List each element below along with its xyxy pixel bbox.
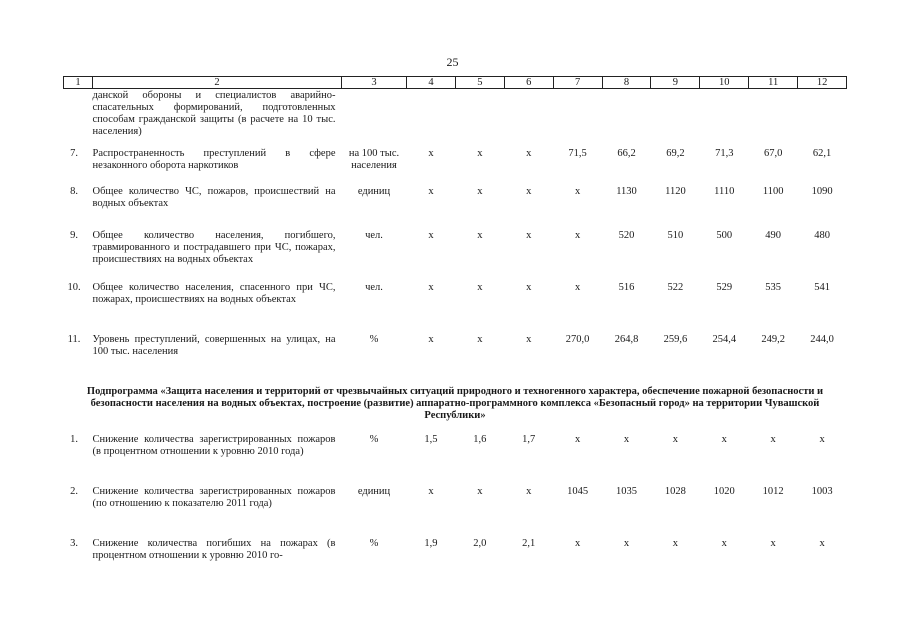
row-unit: % xyxy=(369,334,379,345)
row-value: х xyxy=(526,148,532,159)
row-description: Снижение количества зарегистрированных пожаров (в процентном отношении к уровню 2010 года) xyxy=(92,434,336,457)
row-number: 8. xyxy=(70,186,78,197)
row-value: х xyxy=(574,230,581,241)
row-value: х xyxy=(526,486,532,497)
row-value: 249,2 xyxy=(761,334,785,345)
column-header: 2 xyxy=(93,77,342,89)
row-value: х xyxy=(428,148,434,159)
table-row xyxy=(64,282,847,334)
row-value: 1,5 xyxy=(424,434,438,445)
row-value: х xyxy=(623,434,630,445)
row-value: 259,6 xyxy=(663,334,688,345)
row-number: 7. xyxy=(70,148,78,159)
row-number: 2. xyxy=(70,486,78,497)
row-description: Общее количество ЧС, пожаров, происшествий на водных объектах xyxy=(92,186,336,209)
table-row xyxy=(64,334,847,374)
row-unit: % xyxy=(369,434,379,445)
table-row xyxy=(64,186,847,230)
row-value: х xyxy=(477,282,483,293)
row-value: 1130 xyxy=(616,186,637,197)
row-value: х xyxy=(574,434,581,445)
row-value: 67,0 xyxy=(763,148,783,159)
table-row xyxy=(64,538,847,568)
row-value: х xyxy=(477,486,483,497)
row-value: 541 xyxy=(814,282,830,293)
row-value: 516 xyxy=(618,282,635,293)
row-value: х xyxy=(672,434,679,445)
row-value: 500 xyxy=(716,230,733,241)
column-header: 11 xyxy=(749,77,798,89)
row-value: 71,3 xyxy=(715,148,734,159)
row-number: 3. xyxy=(70,538,78,549)
row-value: х xyxy=(526,334,532,345)
row-value: х xyxy=(721,538,727,549)
row-value: х xyxy=(770,538,776,549)
row-description: Распространенность преступлений в сфере незаконного оборота наркотиков xyxy=(92,148,336,171)
row-value: 510 xyxy=(667,230,684,241)
row-value: 2,1 xyxy=(522,538,536,549)
column-header: 8 xyxy=(602,77,651,89)
row-value: 254,4 xyxy=(712,334,737,345)
row-value: х xyxy=(428,282,434,293)
row-unit: на 100 тыс. населения xyxy=(348,148,400,171)
row-number: 1. xyxy=(70,434,78,445)
row-value: 1110 xyxy=(714,186,735,197)
row-value: 62,1 xyxy=(812,148,832,159)
row-description: Уровень преступлений, совершенных на улицах, на 100 тыс. населения xyxy=(92,334,336,357)
row-value: х xyxy=(477,230,483,241)
column-header: 12 xyxy=(798,77,847,89)
page-number: 25 xyxy=(446,55,459,69)
row-unit: единиц xyxy=(357,486,391,497)
row-description: Общее количество населения, спасенного при ЧС, пожарах, происшествиях на водных объектах xyxy=(92,282,336,305)
row-value: х xyxy=(526,230,532,241)
table-row xyxy=(64,486,847,538)
row-value: 1012 xyxy=(762,486,784,497)
row-value: 1003 xyxy=(811,486,833,497)
column-header: 5 xyxy=(455,77,504,89)
row-value: 66,2 xyxy=(617,148,636,159)
column-header: 1 xyxy=(64,77,93,89)
row-value: х xyxy=(574,538,581,549)
row-description: Общее количество населения, погибшего, травмированного и пострадавшего при ЧС, пожарах, происшествиях на водных объектах xyxy=(92,230,336,265)
table-row xyxy=(64,230,847,282)
row-number: 10. xyxy=(67,282,81,293)
row-number: 9. xyxy=(70,230,78,241)
row-value: 244,0 xyxy=(810,334,834,345)
row-value: х xyxy=(428,486,434,497)
column-header: 7 xyxy=(553,77,602,89)
row-value: х xyxy=(428,186,434,197)
row-unit: чел. xyxy=(365,282,383,293)
row-value: х xyxy=(574,186,581,197)
row-value: 69,2 xyxy=(666,148,685,159)
subprogram-title: Подпрограмма «Защита населения и территорий от чрезвычайных ситуаций природного и техногенного характера, обеспечение пожарной безопасности и безопасности населения на водных объектах, построение (развитие) аппаратно-программного комплекса «Безопасный город» на территории Чувашской Республики» xyxy=(86,386,824,421)
row-value: х xyxy=(526,282,532,293)
row-value: х xyxy=(526,186,532,197)
row-unit: % xyxy=(369,538,379,549)
row-value: 270,0 xyxy=(565,334,590,345)
row-value: 490 xyxy=(765,230,782,241)
table-row xyxy=(64,434,847,486)
row-number: 11. xyxy=(67,334,81,345)
row-value: 1028 xyxy=(664,486,686,497)
row-value: 1020 xyxy=(713,486,735,497)
row-unit: единиц xyxy=(357,186,391,197)
row-value: х xyxy=(819,434,825,445)
row-value: 1,6 xyxy=(473,434,487,445)
row-value: 535 xyxy=(765,282,782,293)
row-value: 1,7 xyxy=(522,434,536,445)
indicators-table xyxy=(63,76,847,568)
continuation-text: данской обороны и специалистов аварийно-спасательных формирований, подготовленных способам гражданской защиты (в расчете на 10 тыс. населения) xyxy=(92,90,336,137)
table-header xyxy=(64,77,847,89)
row-value: 520 xyxy=(618,230,635,241)
row-value: х xyxy=(770,434,776,445)
row-value: 264,8 xyxy=(614,334,639,345)
column-header: 4 xyxy=(407,77,456,89)
column-header: 10 xyxy=(700,77,749,89)
column-header: 9 xyxy=(651,77,700,89)
row-value: 1045 xyxy=(567,486,589,497)
row-value: 1,9 xyxy=(424,538,438,549)
row-value: 529 xyxy=(716,282,733,293)
row-value: 1100 xyxy=(762,186,784,197)
row-value: х xyxy=(574,282,581,293)
row-description: Снижение количества зарегистрированных пожаров (по отношению к показателю 2011 года) xyxy=(92,486,336,509)
column-header: 6 xyxy=(504,77,553,89)
row-value: х xyxy=(623,538,630,549)
row-value: х xyxy=(477,334,483,345)
row-value: 2,0 xyxy=(473,538,487,549)
row-value: х xyxy=(721,434,727,445)
row-value: х xyxy=(428,334,434,345)
row-value: 1090 xyxy=(811,186,833,197)
table-row xyxy=(64,148,847,186)
row-value: х xyxy=(428,230,434,241)
row-unit: чел. xyxy=(365,230,383,241)
row-value: х xyxy=(477,186,483,197)
row-value: 522 xyxy=(667,282,684,293)
row-value: 71,5 xyxy=(568,148,587,159)
row-value: х xyxy=(819,538,825,549)
row-description: Снижение количества погибших на пожарах (в процентном отношении к уровню 2010 го- xyxy=(92,538,336,561)
row-value: 1120 xyxy=(665,186,686,197)
row-value: 480 xyxy=(814,230,830,241)
subprogram-row xyxy=(64,374,847,434)
table-row xyxy=(64,89,847,149)
row-value: х xyxy=(672,538,679,549)
column-header: 3 xyxy=(342,77,407,89)
row-value: 1035 xyxy=(616,486,637,497)
row-value: х xyxy=(477,148,483,159)
